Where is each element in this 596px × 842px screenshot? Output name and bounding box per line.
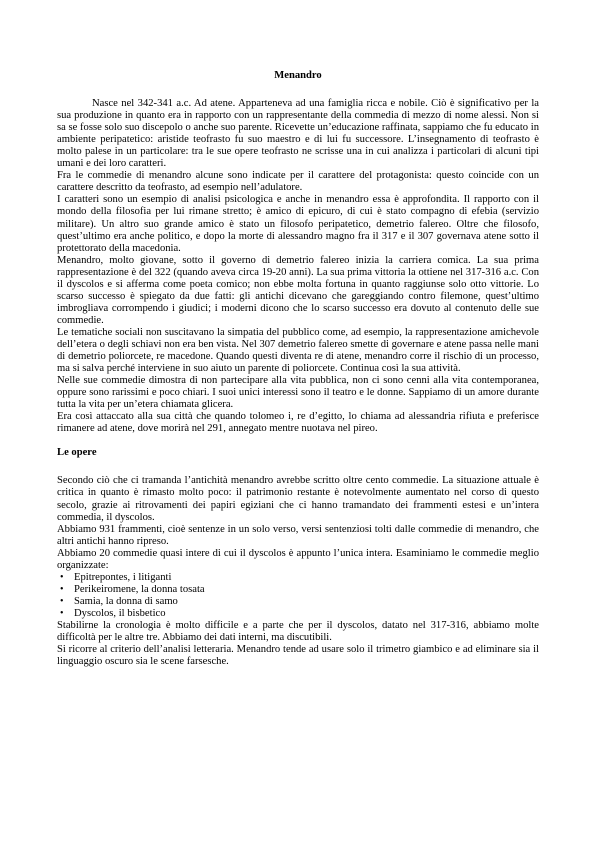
paragraph: Menandro, molto giovane, sotto il governo di demetrio falereo inizia la carriera comica. La sua prima rappresentazione è del 322 (quando aveva circa 19-20 anni). La sua prima vittoria la ottiene nel 317-316 a.c. Con il dyscolos e si afferma come poeta comico; non ebbe molta fortuna in quanto raggiunse solo otto vittorie. Lo scarso successo è spiegato da due fatti: gli antichi dicevano che gareggiando contro filemone, quest’ultimo imbrogliava corrompendo i giudici; i moderni dicono che lo scarso successo era dovuto al contenuto delle sue commedie. <box>57 254 539 326</box>
bullet-icon: • <box>60 595 64 607</box>
bullet-icon: • <box>60 583 64 595</box>
list-item <box>57 596 539 608</box>
paragraph: Era così attaccato alla sua città che quando tolomeo i, re d’egitto, lo chiama ad alessandria rifiuta e preferisce rimanere ad atene, dove morirà nel 291, annegato mentre nuotava nel pireo. <box>57 411 539 435</box>
paragraph: I caratteri sono un esempio di analisi psicologica e anche in menandro essa è approfondita. Il rapporto con il mondo della filosofia per lui rimane stretto; è amico di epicuro, di cui è stato compagno di efebia (servizio militare). Un altro suo grande amico è stato un filosofo peripatetico, demetrio falereo. Oltre che filosofo, quest’ultimo era anche politico, e dopo la morte di alessandro magno fra il 317 e il 307 governava atene sotto il protettorato della macedonia. <box>57 194 539 254</box>
bullet-icon: • <box>60 571 64 583</box>
paragraph: Nasce nel 342-341 a.c. Ad atene. Apparteneva ad una famiglia ricca e nobile. Ciò è significativo per la sua produzione in quanto era in rapporto con un rappresentante della commedia di mezzo di nome alessi. Non si sa se fosse solo suo discepolo o anche suo parente. Ricevette un’educazione raffinata, sappiamo che fu educato in ambiente peripatetico: aristide teofrasto fu suo maestro e di lui fu successore. L’insegnamento di teofrasto è molto palese in un particolare: tra le sue opere teofrasto ne scrisse una in cui analizza i particolari di alcuni tipi umani e dei loro caratteri. <box>57 98 539 170</box>
list-item-label: Dyscolos, il bisbetico <box>74 607 166 619</box>
list-item-label: Samia, la donna di samo <box>74 595 178 607</box>
paragraph: Secondo ciò che ci tramanda l’antichità menandro avrebbe scritto oltre cento commedie. La situazione attuale è critica in quanto è rimasto molto poco: il patrimonio restante è notevolmente aumentato nel corso di questo secolo, grazie ai ritrovamenti dei papiri egiziani che ci hanno tramandato dei frammenti estesi e un’intera commedia, il dyscolos. <box>57 475 539 523</box>
paragraph: Le tematiche sociali non suscitavano la simpatia del pubblico come, ad esempio, la rappresentazione amichevole dell’etera o degli schiavi non era ben vista. Nel 307 demetrio falereo smette di governare e atene passa nelle mani di demetrio poliorcete, re macedone. Quando questi diventa re di atene, menandro corre il rischio di un processo, ma si salva perché interviene in suo aiuto un parente di poliorcete. Continua così la sua attività. <box>57 326 539 375</box>
document-page <box>57 70 539 668</box>
list-item-label: Perikeiromene, la donna tosata <box>74 583 205 595</box>
commedie-list <box>57 572 539 620</box>
list-item-label: Epitrepontes, i litiganti <box>74 571 172 583</box>
list-item <box>57 572 539 584</box>
bullet-icon: • <box>60 607 64 619</box>
paragraph: Abbiamo 20 commedie quasi intere di cui il dyscolos è appunto l’unica intera. Esaminiamo le commedie meglio organizzate: <box>57 547 539 571</box>
paragraph: Fra le commedie di menandro alcune sono indicate per il carattere del protagonista: questo coincide con un carattere descritto da teofrasto, ad esempio nell’adulatore. <box>57 170 539 194</box>
paragraph: Si ricorre al criterio dell’analisi letteraria. Menandro tende ad usare solo il trimetro giambico e ad eliminare sia il linguaggio oscuro sia le scene farsesche. <box>57 644 539 668</box>
paragraph: Nelle sue commedie dimostra di non partecipare alla vita pubblica, non ci sono cenni alla vita contemporanea, oppure sono rarissimi e poco chiari. I suoi unici interessi sono il teatro e le donne. Sappiamo di un amore durante tutta la vita per un’etera chiamata glicera. <box>57 375 539 411</box>
page-title: Menandro <box>274 70 322 81</box>
paragraph: Abbiamo 931 frammenti, cioè sentenze in un solo verso, versi sentenziosi tolti dalle commedie di menandro, che altri antichi hanno ripreso. <box>57 523 539 547</box>
list-item <box>57 584 539 596</box>
list-item <box>57 608 539 620</box>
section-heading: Le opere <box>57 447 97 459</box>
paragraph: Stabilirne la cronologia è molto difficile e a parte che per il dyscolos, datato nel 317-316, abbiamo molte difficoltà per le altre tre. Abbiamo dei dati interni, ma discutibili. <box>57 619 539 644</box>
